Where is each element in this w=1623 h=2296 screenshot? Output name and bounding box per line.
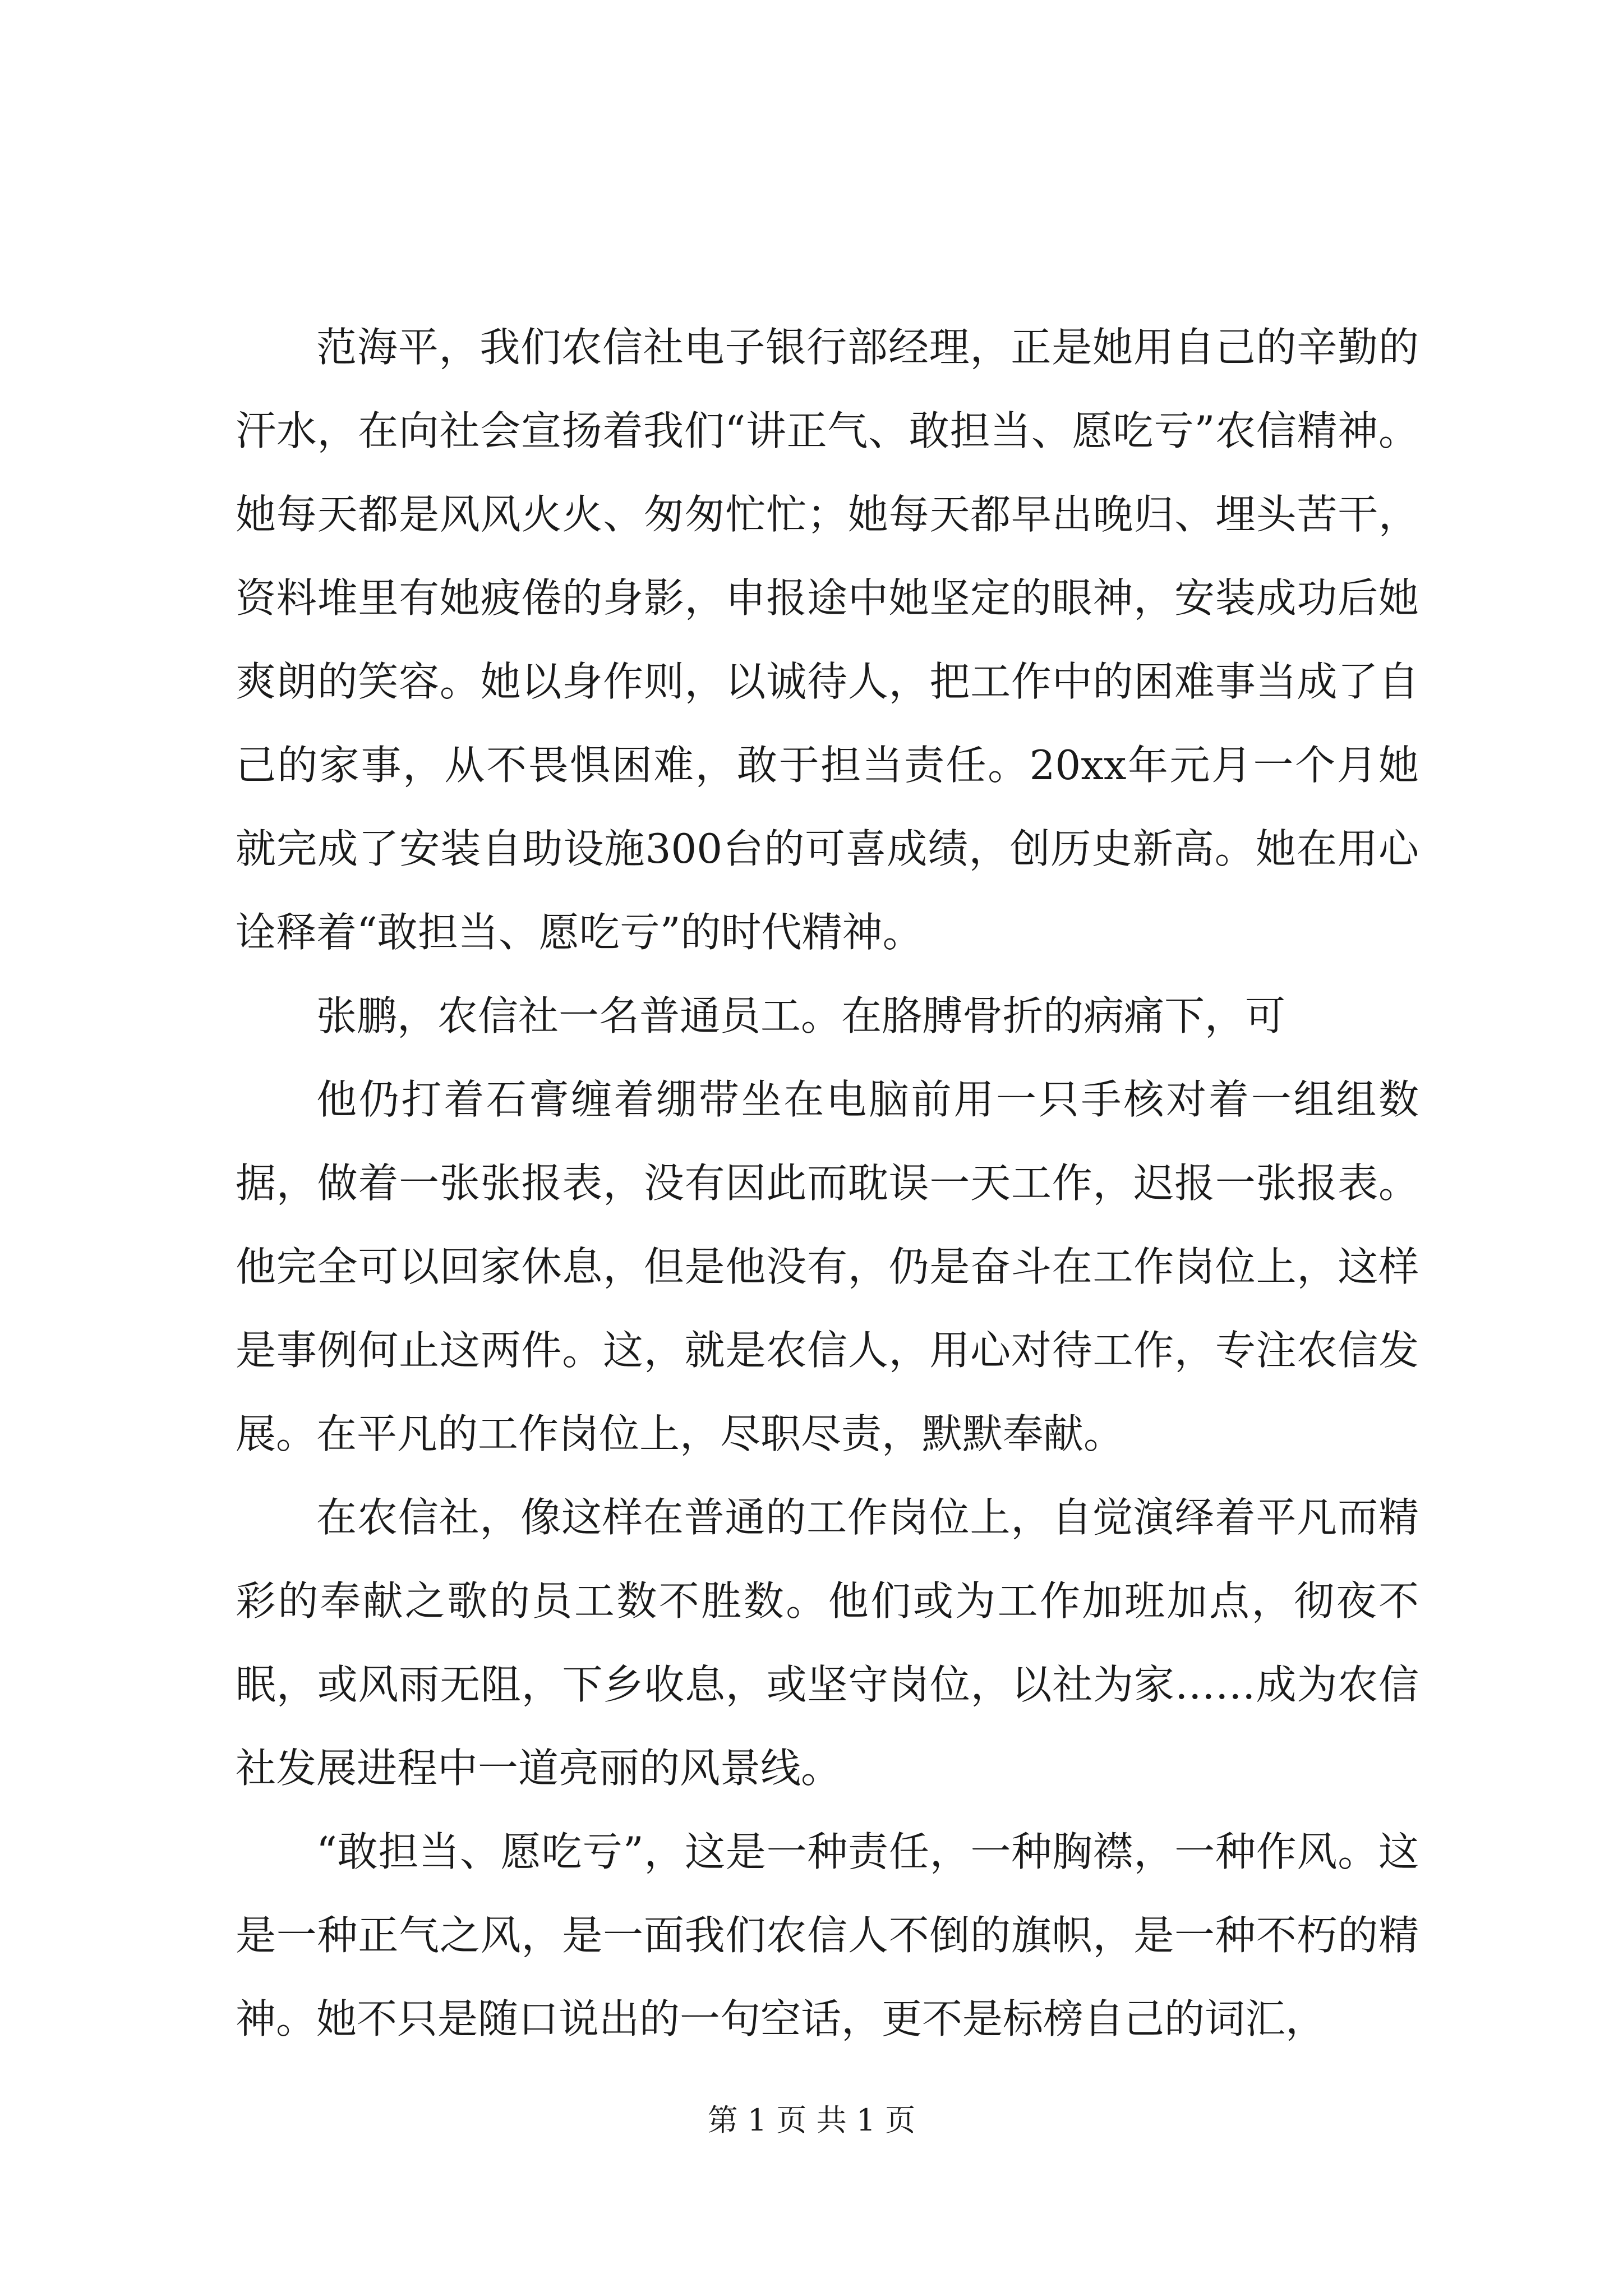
document-body bbox=[236, 306, 1419, 2061]
paragraph-dedication: 在农信社，像这样在普通的工作岗位上，自觉演绎着平凡而精彩的奉献之歌的员工数不胜数。他们或为工作加班加点，彻夜不眠，或风雨无阻，下乡收息，或坚守岗位，以社为家……成为农信社发展进程中一道亮丽的风景线。 bbox=[236, 1494, 1419, 1792]
paragraph-zhang-peng-intro: 张鹏，农信社一名普通员工。在胳膊骨折的病痛下，可 bbox=[316, 992, 1286, 1039]
page-footer: 第 1 页 共 1 页 bbox=[707, 2102, 916, 2138]
paragraph-spirit: “敢担当、愿吃亏”，这是一种责任，一种胸襟，一种作风。这是一种正气之风，是一面我们农信人不倒的旗帜，是一种不朽的精神。她不只是随口说出的一句空话，更不是标榜自己的词汇， bbox=[236, 1828, 1419, 2042]
paragraph-fan-haiping: 范海平，我们农信社电子银行部经理，正是她用自己的辛勤的汗水，在向社会宣扬着我们“讲正气、敢担当、愿吃亏”农信精神。她每天都是风风火火、匆匆忙忙；她每天都早出晚归、埋头苦干，资料堆里有她疲倦的身影，申报途中她坚定的眼神，安装成功后她爽朗的笑容。她以身作则，以诚待人，把工作中的困难事当成了自己的家事，从不畏惧困难，敢于担当责任。20xx年元月一个月她就完成了安装自助设施300台的可喜成绩，创历史新高。她在用心诠释着“敢担当、愿吃亏”的时代精神。 bbox=[236, 324, 1419, 956]
paragraph-zhang-peng-detail: 他仍打着石膏缠着绷带坐在电脑前用一只手核对着一组组数据，做着一张张报表，没有因此而耽误一天工作，迟报一张报表。他完全可以回家休息，但是他没有，仍是奋斗在工作岗位上，这样是事例何止这两件。这，就是农信人，用心对待工作，专注农信发展。在平凡的工作岗位上，尽职尽责，默默奉献。 bbox=[236, 1076, 1419, 1457]
